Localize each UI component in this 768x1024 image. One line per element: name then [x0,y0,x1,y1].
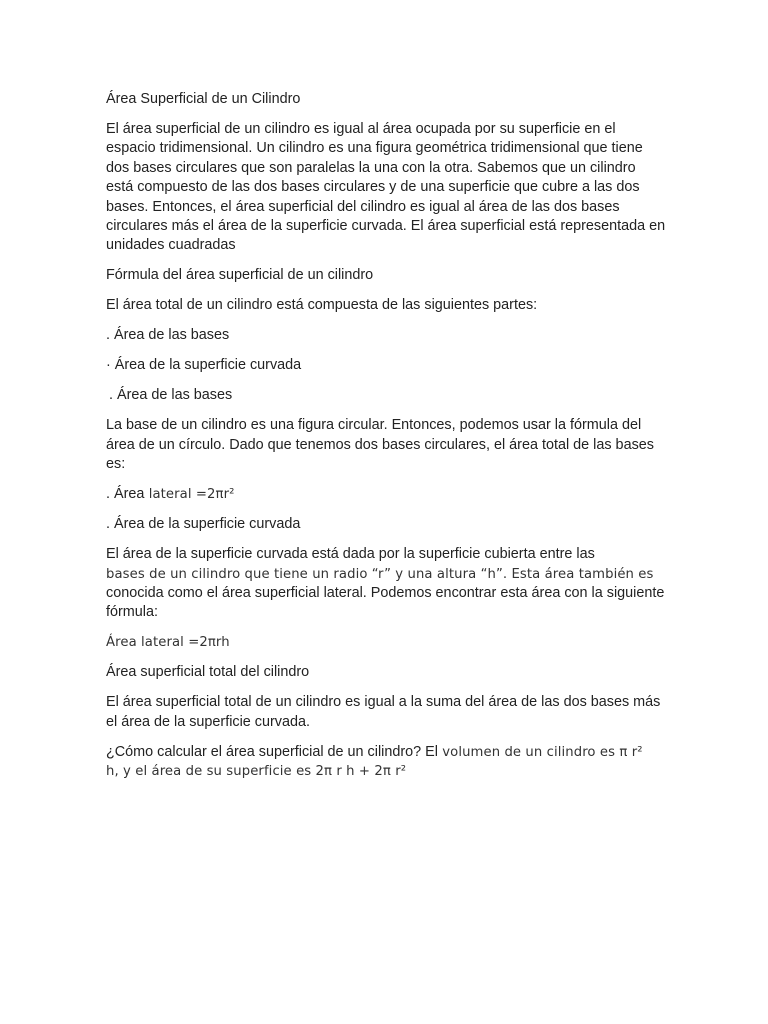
parts-intro: El área total de un cilindro está compuesta de las siguientes partes: [106,297,538,314]
curved-text-part3: conocida como el área superficial lateral. Podemos encontrar esta área con la siguiente fórmula: [106,585,665,621]
bases-formula-prefix: . Área [106,486,145,503]
intro-paragraph: El área superficial de un cilindro es igual al área ocupada por su superficie en el espacio tridimensional. Un cilindro es una figura geométrica tridimensional que tiene dos bases circulares que son paralelas la una con la otra. Sabemos que un cilindro está compuesto de las dos bases circulares y de una superficie que cubre a las dos bases. Entonces, el área superficial del cilindro es igual al área de las dos bases circulares más el área de la superficie curvada. El área superficial está representada en unidades cuadradas [106,121,666,254]
answer-part2: h, y el área de su superficie es 2π r h + 2π r² [106,764,407,780]
question-text: ¿Cómo calcular el área superficial de un cilindro? El [106,743,438,760]
answer-part1: volumen de un cilindro es π r² [437,744,643,760]
lateral-formula: Área lateral =2πrh [106,635,230,651]
curved-text-part1: El área de la superficie curvada está dada por la superficie cubierta entre las [106,546,595,563]
bases-paragraph: La base de un cilindro es una figura circular. Entonces, podemos usar la fórmula del área de un círculo. Dado que tenemos dos bases circulares, el área total de las bases es: [106,417,654,473]
part-item-bases: . Área de las bases [106,327,230,344]
curved-paragraph [106,545,666,623]
formula-heading: Fórmula del área superficial de un cilindro [106,267,374,284]
document-title: Área Superficial de un Cilindro [106,91,301,107]
total-heading: Área superficial total del cilindro [106,664,310,681]
curved-heading: . Área de la superficie curvada [106,516,301,533]
part-item-curved: · Área de la superficie curvada [106,357,302,374]
question-paragraph [106,743,666,782]
bases-formula [106,485,666,504]
bases-heading: . Área de las bases [109,387,233,404]
bases-formula-expression: lateral =2πr² [144,487,235,503]
document-page [106,90,666,792]
total-paragraph: El área superficial total de un cilindro es igual a la suma del área de las dos bases más el área de la superficie curvada. [106,694,661,730]
curved-text-part2: bases de un cilindro que tiene un radio “r” y una altura “h”. Esta área también es [106,566,654,582]
